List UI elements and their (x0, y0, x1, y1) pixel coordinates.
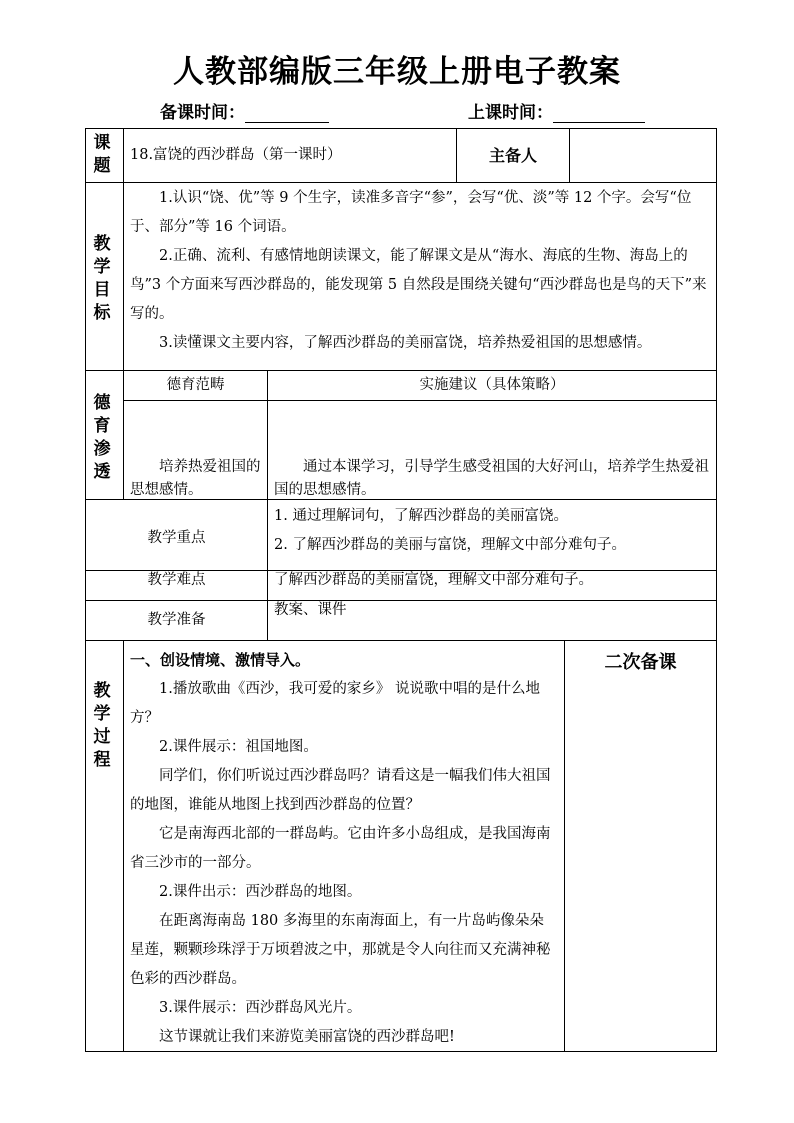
process-paragraph: 2.课件出示：西沙群岛的地图。 (159, 884, 362, 900)
second-prep-cell (564, 640, 717, 1052)
process-paragraph: 这节课就让我们来游览美丽富饶的西沙群岛吧! (159, 1029, 455, 1045)
document-title: 人教部编版三年级上册电子教案 (173, 54, 621, 90)
key-points-label: 教学重点 (147, 530, 206, 546)
second-prep-label: 二次备课 (604, 652, 677, 673)
process-paragraph: 3.课件展示：西沙群岛风光片。 (159, 1000, 362, 1016)
moral-strategy-text: 通过本课学习，引导学生感受祖国的大好河山，培养学生热爱祖国的思想感情。 (274, 459, 709, 498)
moral-col2-header: 实施建议（具体策略） (419, 377, 565, 393)
topic-label: 课题 (93, 133, 111, 176)
key-point-item: 2. 了解西沙群岛的美丽与富饶，理解文中部分难句子。 (274, 537, 626, 553)
difficulties-value: 了解西沙群岛的美丽富饶，理解文中部分难句子。 (274, 572, 593, 588)
moral-category-text: 培养热爱祖国的思想感情。 (130, 459, 261, 498)
objective-item: 1.认识“饶、优”等 9 个生字，读准多音字“参”，会写“优、淡”等 12 个字。会写“位于、部分”等 16 个词语。 (130, 190, 692, 235)
host-label: 主备人 (488, 146, 537, 165)
moral-col1-header: 德育范畴 (166, 377, 225, 393)
difficulties-label: 教学难点 (147, 572, 206, 588)
process-heading: 一、创设情境、激情导入。 (130, 651, 311, 669)
class-time-blank (553, 104, 645, 123)
process-content (130, 646, 558, 1052)
process-paragraph: 在距离海南岛 180 多海里的东南海面上，有一片岛屿像朵朵星莲，颗颗珍珠浮于万顷碧波之中，那就是令人向往而又充满神秘色彩的西沙群岛。 (130, 913, 551, 987)
objective-item: 2.正确、流利、有感情地朗读课文，能了解课文是从“海水、海底的生物、海岛上的鸟”3 个方面来写西沙群岛的，能发现第 5 自然段是围绕关键句“西沙群岛也是鸟的天下”来写的。 (130, 248, 707, 322)
objective-item: 3.读懂课文主要内容，了解西沙群岛的美丽富饶，培养热爱祖国的思想感情。 (159, 335, 652, 351)
class-time-label: 上课时间： (468, 103, 553, 123)
topic-value: 18.富饶的西沙群岛（第一课时） (130, 147, 342, 163)
prep-time (160, 98, 329, 123)
preparation-value: 教案、课件 (274, 602, 347, 618)
class-time (468, 98, 645, 123)
moral-label: 德育渗透 (93, 393, 111, 482)
process-label: 教学过程 (93, 681, 111, 770)
preparation-label: 教学准备 (147, 612, 206, 628)
objectives-label: 教学目标 (93, 234, 111, 323)
moral-col2-value (274, 456, 712, 502)
objectives-list (130, 184, 712, 358)
host-value-cell (569, 128, 717, 183)
process-paragraph: 同学们，你们听说过西沙群岛吗？请看这是一幅我们伟大祖国的地图，谁能从地图上找到西沙群岛的位置？ (130, 768, 551, 813)
prep-time-label: 备课时间： (160, 103, 245, 123)
process-paragraph: 它是南海西北部的一群岛屿。它由许多小岛组成，是我国海南省三沙市的一部分。 (130, 826, 551, 871)
process-paragraph: 2.课件展示：祖国地图。 (159, 739, 318, 755)
key-point-item: 1. 通过理解词句，了解西沙群岛的美丽富饶。 (274, 508, 568, 524)
prep-time-blank (245, 104, 329, 123)
key-points-list (274, 502, 712, 560)
process-paragraph: 1.播放歌曲《西沙，我可爱的家乡》 说说歌中唱的是什么地方？ (130, 681, 540, 726)
moral-col1-value (130, 456, 262, 502)
